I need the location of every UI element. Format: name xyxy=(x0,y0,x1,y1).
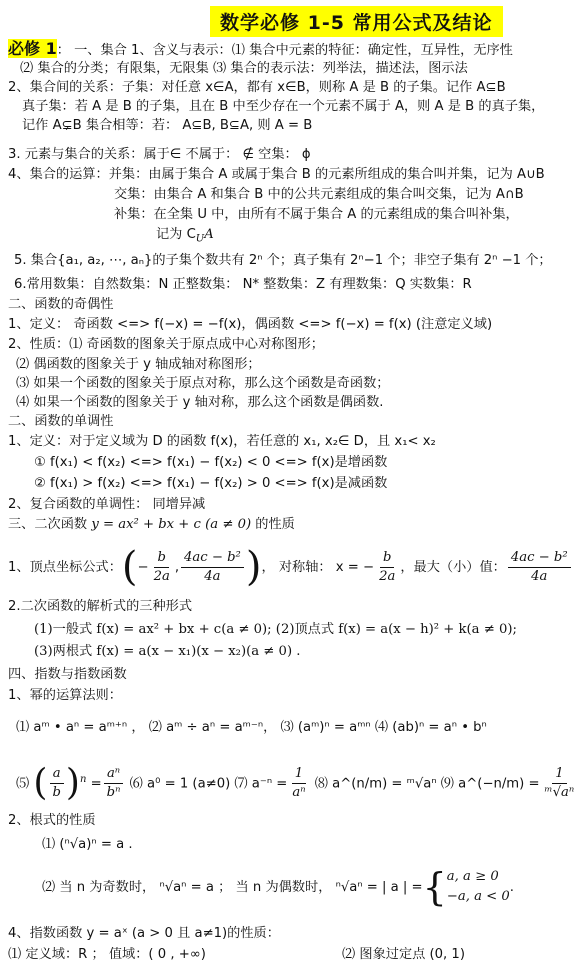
section1-line6: 3. 元素与集合的关系：属于∈ 不属于： ∉ 空集： ϕ xyxy=(8,147,311,162)
vertex-y-num: 4ac − b² xyxy=(181,549,244,568)
rule5-right-paren: ) xyxy=(65,762,80,804)
quadratic-heading-pre: 三、二次函数 xyxy=(8,517,92,532)
section1-line1 xyxy=(8,40,513,60)
monotonic-line1: 1、定义：对于定义域为 D 的函数 f(x)，若任意的 x₁, x₂∈ D，且 x₁< x₂ xyxy=(8,434,436,449)
rule5-exp: n xyxy=(79,774,87,785)
section1-line1-text: ： 一、集合 1、含义与表示：⑴ 集合中元素的特征：确定性，互异性，无序性 xyxy=(56,43,513,58)
rule8-9-text: ⑻ a^(n/m) = ᵐ√aⁿ ⑼ a^(−n/m) = xyxy=(314,776,540,792)
case-end: . xyxy=(509,880,514,895)
rule5-rden: bⁿ xyxy=(106,784,121,800)
max-num: 4ac − b² xyxy=(508,549,571,568)
forms-heading: 2.二次函数的解析式的三种形式 xyxy=(8,599,193,614)
rule5-den: b xyxy=(52,784,61,800)
rule9-num: 1 xyxy=(552,765,566,784)
monotonic-line2: ① f(x₁) < f(x₂) <=> f(x₁) − f(x₂) < 0 <=> f(x)是增函数 xyxy=(34,455,388,470)
section1-line9: 补集：在全集 U 中，由所有不属于集合 A 的元素组成的集合叫补集， xyxy=(114,207,519,222)
rule5-label: ⑸ xyxy=(16,776,30,792)
axis-label: ， 对称轴： x = − xyxy=(261,560,375,575)
parity-line5: ⑷ 如果一个函数的图象关于 y 轴对称，那么这个函数是偶函数. xyxy=(16,395,384,410)
section1-line12: 6.常用数集：自然数集：N 正整数集： N* 整数集：Z 有理数集：Q 实数集：R xyxy=(14,277,472,292)
quadratic-heading xyxy=(8,516,295,534)
root-line1: ⑴ (ⁿ√a)ⁿ = a . xyxy=(42,837,133,852)
root-line2-text: ⑵ 当 n 为奇数时， ⁿ√aⁿ = a ； 当 n 为偶数时， ⁿ√aⁿ = | a | = xyxy=(42,880,423,895)
section1-line5: 记作 A⊊B 集合相等：若： A⊆B, B⊆A, 则 A = B xyxy=(22,118,313,133)
parity-heading: 二、函数的奇偶性 xyxy=(8,297,114,312)
section1-line11: 5. 集合{a₁, a₂, ⋯, aₙ}的子集个数共有 2ⁿ 个；真子集有 2ⁿ−1 个；非空子集有 2ⁿ −1 个； xyxy=(14,253,552,268)
case-positive: a, a ≥ 0 xyxy=(446,869,499,884)
section1-line8: 交集：由集合 A 和集合 B 中的公共元素组成的集合叫交集，记为 A∩B xyxy=(114,187,524,202)
section1-line7: 4、集合的运算：并集：由属于集合 A 或属于集合 B 的元素所组成的集合叫并集，记为 A∪B xyxy=(8,167,545,182)
quadratic-heading-post: 的性质 xyxy=(251,517,295,532)
rule5-eq: = xyxy=(90,776,102,792)
minus-sign: − xyxy=(137,560,149,575)
vertex-label: 1、顶点坐标公式： xyxy=(8,560,122,575)
rule5-fraction xyxy=(49,765,63,802)
power-rules-line2 xyxy=(16,758,576,806)
rule5-result xyxy=(104,765,124,802)
exp-func-prop1: ⑴ 定义域：R ； 值域：( 0 , +∞) xyxy=(8,947,206,962)
section1-line2: ⑵ 集合的分类；有限集，无限集 ⑶ 集合的表示法：列举法，描述法，图示法 xyxy=(20,61,468,76)
exp-func-prop2: ⑵ 图象过定点 (0, 1) xyxy=(342,947,465,962)
rule5-num: a xyxy=(50,765,64,784)
vertex-y-fraction xyxy=(181,549,244,586)
vertex-x-fraction xyxy=(151,549,173,586)
monotonic-line4: 2、复合函数的单调性： 同增异减 xyxy=(8,497,206,512)
parity-line2: 2、性质：⑴ 奇函数的图象关于原点成中心对称图形； xyxy=(8,337,324,352)
rule6-7-text: ⑹ a⁰ = 1 (a≠0) ⑺ a⁻ⁿ = xyxy=(129,776,288,792)
section1-heading: 必修 1 xyxy=(8,39,57,58)
complement-label: 记为 C xyxy=(156,227,196,242)
complement-sub: U xyxy=(195,233,205,245)
monotonic-line3: ② f(x₁) > f(x₂) <=> f(x₁) − f(x₂) > 0 <=> f(x)是减函数 xyxy=(34,476,388,491)
rule7-fraction xyxy=(289,765,308,802)
max-den: 4a xyxy=(531,568,548,584)
axis-den: 2a xyxy=(379,568,396,584)
max-fraction xyxy=(508,549,571,586)
power-rules-line1: ⑴ aᵐ • aⁿ = aᵐ⁺ⁿ ， ⑵ aᵐ ÷ aⁿ = aᵐ⁻ⁿ， ⑶ (aᵐ)ⁿ = aᵐⁿ ⑷ (ab)ⁿ = aⁿ • bⁿ xyxy=(16,720,487,735)
section1-line4: 真子集：若 A 是 B 的子集，且在 B 中至少存在一个元素不属于 A，则 A 是 B 的真子集， xyxy=(22,99,545,114)
root-heading: 2、根式的性质 xyxy=(8,813,96,828)
power-rules-heading: 1、幂的运算法则： xyxy=(8,688,122,703)
axis-fraction xyxy=(376,549,398,586)
cases xyxy=(447,867,510,907)
root-line2 xyxy=(42,866,514,910)
monotonic-heading: 二、函数的单调性 xyxy=(8,414,114,429)
section1-line3: 2、集合间的关系：子集：对任意 x∈A，都有 x∈B，则称 A 是 B 的子集。记作 A⊆B xyxy=(8,80,506,95)
axis-num: b xyxy=(380,549,394,568)
comma: , xyxy=(174,560,180,575)
max-label: ，最大（小）值： xyxy=(400,560,506,575)
parity-line1: 1、定义： 奇函数 <=> f(−x) = −f(x)，偶函数 <=> f(−x) = f(x) (注意定义域) xyxy=(8,317,493,332)
rule7-num: 1 xyxy=(292,765,306,784)
complement-set: A xyxy=(204,227,214,242)
cases-brace: { xyxy=(422,865,447,909)
exp-func-heading: 4、指数函数 y = aˣ (a > 0 且 a≠1)的性质： xyxy=(8,926,280,941)
exponent-heading: 四、指数与指数函数 xyxy=(8,667,127,682)
forms-line2: (3)两根式 f(x) = a(x − x₁)(x − x₂)(a ≠ 0) . xyxy=(34,644,301,659)
vertex-x-den: 2a xyxy=(153,568,170,584)
page-title: 数学必修 1-5 常用公式及结论 xyxy=(210,6,503,37)
parity-line3: ⑵ 偶函数的图象关于 y 轴成轴对称图形； xyxy=(16,357,261,372)
left-paren: ( xyxy=(121,544,138,590)
forms-line1: (1)一般式 f(x) = ax² + bx + c(a ≠ 0); (2)顶点式 f(x) = a(x − h)² + k(a ≠ 0); xyxy=(34,622,517,637)
section1-line10 xyxy=(156,226,214,249)
case-negative: −a, a < 0 xyxy=(446,889,510,904)
right-paren: ) xyxy=(245,544,262,590)
parity-line4: ⑶ 如果一个函数的图象关于原点对称，那么这个函数是奇函数； xyxy=(16,376,390,391)
rule5-rnum: aⁿ xyxy=(104,765,123,784)
vertex-formula-line xyxy=(8,545,573,590)
quadratic-heading-math: y = ax² + bx + c (a ≠ 0) xyxy=(91,517,252,532)
rule9-den: ᵐ√aⁿ xyxy=(544,784,575,800)
rule9-fraction xyxy=(542,765,576,802)
rule7-den: aⁿ xyxy=(292,784,306,800)
rule5-left-paren: ( xyxy=(33,762,48,804)
vertex-x-num: b xyxy=(154,549,168,568)
vertex-y-den: 4a xyxy=(204,568,221,584)
